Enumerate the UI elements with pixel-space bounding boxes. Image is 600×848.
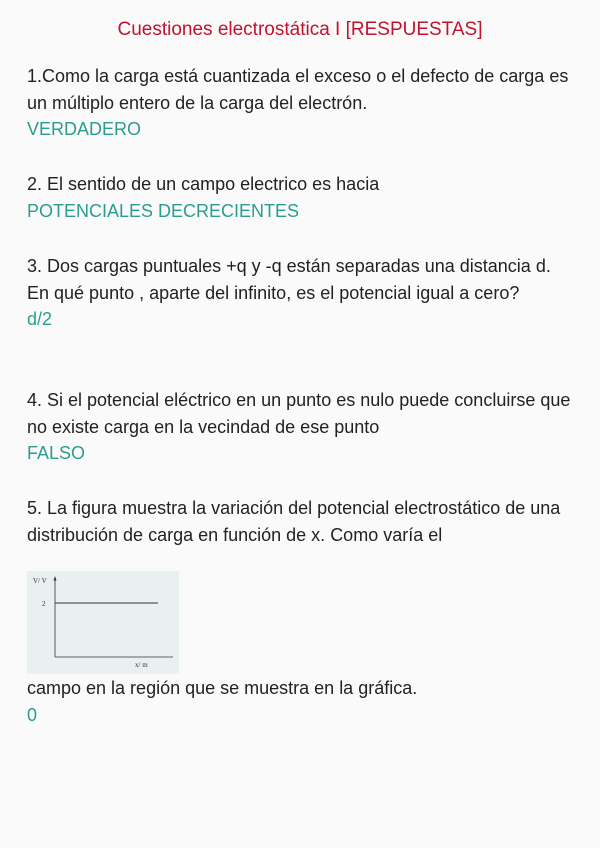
question-2-answer: POTENCIALES DECRECIENTES: [27, 200, 300, 221]
question-3-answer: d/2: [27, 309, 53, 329]
question-1: [27, 63, 577, 143]
y-axis-arrow: [54, 576, 57, 581]
question-1-text: 1.Como la carga está cuantizada el exceso o el defecto de carga es un múltiplo entero de la carga del electrón.: [27, 66, 569, 113]
potential-graph-figure: [27, 571, 179, 674]
x-axis-label: x/ m: [135, 661, 148, 669]
question-4: [27, 387, 577, 467]
y-axis-label: V/ V: [33, 577, 47, 585]
question-3-text: 3. Dos cargas puntuales +q y -q están separadas una distancia d. En qué punto , aparte del infinito, es el potencial igual a cero?: [27, 256, 551, 303]
question-4-answer: FALSO: [27, 443, 86, 463]
question-5-text: 5. La figura muestra la variación del potencial electrostático de una distribución de carga en función de x. Como varía el: [27, 498, 561, 545]
question-5: [27, 495, 577, 548]
question-5-continuation: [27, 675, 577, 728]
question-3: [27, 253, 577, 333]
question-1-answer: VERDADERO: [27, 119, 142, 139]
question-5-answer: 0: [27, 704, 38, 725]
question-4-text: 4. Si el potencial eléctrico en un punto es nulo puede concluirse que no existe carga en la vecindad de ese punto: [27, 390, 571, 437]
page-title: Cuestiones electrostática I [RESPUESTAS]: [117, 19, 483, 40]
y-tick-label: 2: [42, 600, 46, 608]
question-2: [27, 171, 577, 224]
question-5-text-continuation: campo en la región que se muestra en la gráfica.: [27, 678, 418, 698]
question-2-text: 2. El sentido de un campo electrico es hacia: [27, 174, 380, 194]
potential-graph: [27, 571, 179, 674]
